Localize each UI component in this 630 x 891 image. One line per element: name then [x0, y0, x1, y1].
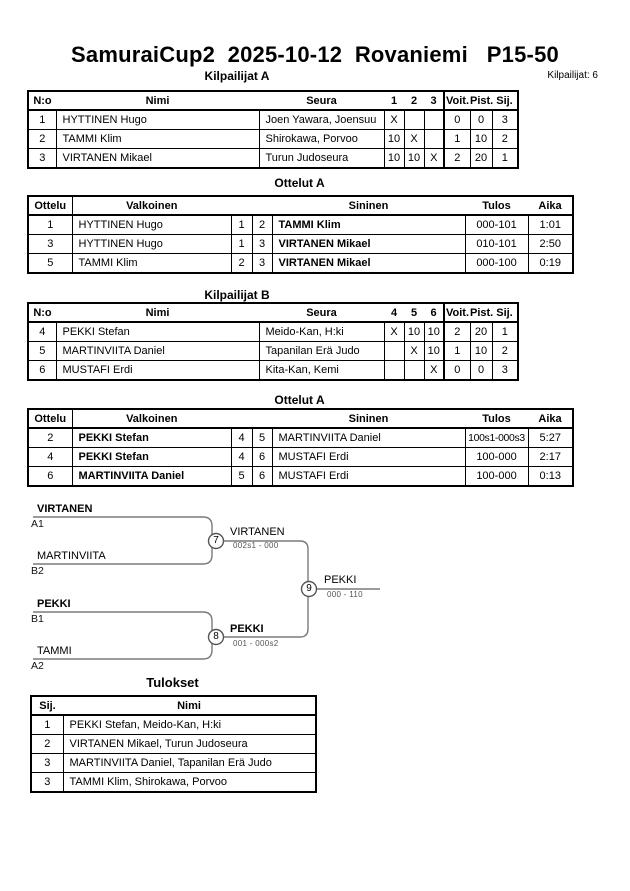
table-row [31, 735, 316, 754]
bracket-lines [25, 495, 390, 680]
col-header-spacer1 [231, 409, 252, 428]
ottelut-b-table [27, 408, 574, 487]
table-row [28, 322, 518, 342]
cell-pist: 10 [470, 130, 492, 149]
cell-valkoinen: HYTTINEN Hugo [72, 235, 231, 254]
kilpailijat-a-table [27, 90, 519, 169]
table-row [28, 361, 518, 381]
cell-score-2: 10 [404, 149, 424, 169]
cell-voit: 2 [444, 322, 470, 342]
cell-sininen: TAMMI Klim [272, 215, 465, 235]
table-row [28, 215, 573, 235]
section-title-tulokset: Tulokset [146, 675, 199, 690]
cell-score-6: 10 [424, 322, 444, 342]
table-row [28, 110, 518, 130]
cell-sij: 1 [492, 322, 518, 342]
cell-nimi: MARTINVIITA Daniel [56, 342, 259, 361]
cell-seura: Kita-Kan, Kemi [259, 361, 384, 381]
bracket-seed-name: PEKKI [37, 598, 71, 610]
cell-voit: 1 [444, 130, 470, 149]
cell-score-3: X [424, 149, 444, 169]
col-header-sij: Sij. [492, 91, 518, 110]
cell-voit: 0 [444, 110, 470, 130]
cell-no: 5 [28, 342, 56, 361]
ottelut-a-table [27, 195, 574, 274]
bracket-seed-tag: B1 [31, 613, 44, 625]
cell-valkoinen: HYTTINEN Hugo [72, 215, 231, 235]
cell-nimi: HYTTINEN Hugo [56, 110, 259, 130]
bracket-seed-tag: B2 [31, 565, 44, 577]
col-header-tulos: Tulos [465, 409, 528, 428]
cell-sij: 3 [31, 773, 63, 793]
cell-aika: 2:17 [528, 448, 573, 467]
cell-score-4: X [384, 322, 404, 342]
section-title-kilpailijat-b: Kilpailijat B [204, 288, 270, 302]
match-7-score: 002s1 - 000 [233, 541, 279, 550]
match-8-number: 8 [213, 631, 219, 642]
cell-blue-no: 3 [252, 235, 272, 254]
cell-seura: Tapanilan Erä Judo [259, 342, 384, 361]
cell-tulos: 100-000 [465, 448, 528, 467]
cell-white-no: 1 [231, 215, 252, 235]
col-header-aika: Aika [528, 409, 573, 428]
table-row [28, 467, 573, 487]
cell-voit: 0 [444, 361, 470, 381]
header-row [28, 91, 518, 110]
section-title-ottelut-b: Ottelut A [274, 393, 325, 407]
cell-valkoinen: PEKKI Stefan [72, 428, 231, 448]
cell-voit: 1 [444, 342, 470, 361]
kilpailijat-b-table [27, 302, 519, 381]
cell-seura: Turun Judoseura [259, 149, 384, 169]
match-7-number: 7 [213, 535, 219, 546]
cell-voit: 2 [444, 149, 470, 169]
col-header-sij: Sij. [31, 696, 63, 715]
cell-nimi: VIRTANEN Mikael, Turun Judoseura [63, 735, 316, 754]
cell-nimi: MARTINVIITA Daniel, Tapanilan Erä Judo [63, 754, 316, 773]
cell-sij: 3 [492, 361, 518, 381]
cell-aika: 1:01 [528, 215, 573, 235]
cell-aika: 5:27 [528, 428, 573, 448]
cell-sij: 2 [492, 130, 518, 149]
competitors-count: Kilpailijat: 6 [547, 70, 598, 81]
cell-no: 6 [28, 361, 56, 381]
cell-sij: 1 [492, 149, 518, 169]
medal-bracket [25, 495, 390, 680]
col-header-voit: Voit. [444, 91, 470, 110]
table-row [28, 149, 518, 169]
cell-blue-no: 3 [252, 254, 272, 274]
cell-score-5 [404, 361, 424, 381]
table-row [31, 754, 316, 773]
cell-pist: 10 [470, 342, 492, 361]
cell-ottelu: 5 [28, 254, 72, 274]
col-header-sininen: Sininen [272, 196, 465, 215]
col-header-seura: Seura [259, 303, 384, 322]
col-header-nimi: Nimi [63, 696, 316, 715]
cell-white-no: 1 [231, 235, 252, 254]
col-header-no: N:o [28, 303, 56, 322]
header-row [31, 696, 316, 715]
cell-valkoinen: TAMMI Klim [72, 254, 231, 274]
cell-nimi: PEKKI Stefan, Meido-Kan, H:ki [63, 715, 316, 735]
cell-no: 2 [28, 130, 56, 149]
cell-aika: 2:50 [528, 235, 573, 254]
cell-sininen: MUSTAFI Erdi [272, 448, 465, 467]
cell-nimi: MUSTAFI Erdi [56, 361, 259, 381]
cell-ottelu: 4 [28, 448, 72, 467]
bracket-seed-tag: A1 [31, 518, 44, 530]
cell-sininen: VIRTANEN Mikael [272, 235, 465, 254]
col-header-3: 3 [424, 91, 444, 110]
col-header-ottelu: Ottelu [28, 409, 72, 428]
cell-score-6: 10 [424, 342, 444, 361]
table-row [28, 235, 573, 254]
col-header-no: N:o [28, 91, 56, 110]
cell-ottelu: 2 [28, 428, 72, 448]
table-row [28, 342, 518, 361]
cell-white-no: 4 [231, 428, 252, 448]
col-header-aika: Aika [528, 196, 573, 215]
cell-aika: 0:19 [528, 254, 573, 274]
cell-seura: Meido-Kan, H:ki [259, 322, 384, 342]
cell-no: 4 [28, 322, 56, 342]
col-header-6: 6 [424, 303, 444, 322]
cell-ottelu: 3 [28, 235, 72, 254]
cell-pist: 0 [470, 110, 492, 130]
cell-seura: Joen Yawara, Joensuu [259, 110, 384, 130]
table-row [28, 254, 573, 274]
cell-score-4 [384, 361, 404, 381]
col-header-spacer1 [231, 196, 252, 215]
cell-blue-no: 6 [252, 448, 272, 467]
match-7-winner: VIRTANEN [230, 526, 285, 538]
section-title-ottelut-a: Ottelut A [274, 176, 325, 190]
cell-nimi: PEKKI Stefan [56, 322, 259, 342]
col-header-sininen: Sininen [272, 409, 465, 428]
col-header-tulos: Tulos [465, 196, 528, 215]
col-header-spacer2 [252, 196, 272, 215]
cell-score-1: 10 [384, 130, 404, 149]
bracket-seed-name: VIRTANEN [37, 503, 93, 515]
bracket-seed-tag: A2 [31, 660, 44, 672]
match-9-winner: PEKKI [324, 574, 357, 586]
cell-tulos: 100-000 [465, 467, 528, 487]
cell-sininen: VIRTANEN Mikael [272, 254, 465, 274]
cell-blue-no: 2 [252, 215, 272, 235]
cell-nimi: VIRTANEN Mikael [56, 149, 259, 169]
header-row [28, 303, 518, 322]
cell-score-4 [384, 342, 404, 361]
col-header-pist: Pist. [470, 303, 492, 322]
col-header-sij: Sij. [492, 303, 518, 322]
match-9-number: 9 [306, 583, 312, 594]
cell-score-1: 10 [384, 149, 404, 169]
cell-sij: 2 [31, 735, 63, 754]
col-header-pist: Pist. [470, 91, 492, 110]
col-header-nimi: Nimi [56, 303, 259, 322]
table-row [28, 130, 518, 149]
cell-blue-no: 5 [252, 428, 272, 448]
table-row [31, 715, 316, 735]
cell-score-2: X [404, 130, 424, 149]
match-8-score: 001 - 000s2 [233, 639, 279, 648]
cell-score-6: X [424, 361, 444, 381]
table-row [28, 428, 573, 448]
col-header-ottelu: Ottelu [28, 196, 72, 215]
cell-white-no: 2 [231, 254, 252, 274]
section-title-kilpailijat-a: Kilpailijat A [204, 69, 270, 83]
cell-pist: 20 [470, 322, 492, 342]
table-row [31, 773, 316, 793]
cell-white-no: 5 [231, 467, 252, 487]
cell-score-5: 10 [404, 322, 424, 342]
cell-seura: Shirokawa, Porvoo [259, 130, 384, 149]
col-header-valkoinen: Valkoinen [72, 196, 231, 215]
bracket-seed-name: TAMMI [37, 645, 72, 657]
col-header-voit: Voit. [444, 303, 470, 322]
cell-aika: 0:13 [528, 467, 573, 487]
cell-pist: 20 [470, 149, 492, 169]
cell-sij: 2 [492, 342, 518, 361]
cell-score-1: X [384, 110, 404, 130]
col-header-5: 5 [404, 303, 424, 322]
cell-no: 3 [28, 149, 56, 169]
header-row [28, 409, 573, 428]
cell-sij: 1 [31, 715, 63, 735]
table-row [28, 448, 573, 467]
bracket-seed-name: MARTINVIITA [37, 550, 106, 562]
match-9-score: 000 - 110 [327, 590, 363, 599]
cell-sij: 3 [31, 754, 63, 773]
cell-valkoinen: MARTINVIITA Daniel [72, 467, 231, 487]
cell-white-no: 4 [231, 448, 252, 467]
cell-score-2 [404, 110, 424, 130]
cell-tulos: 100s1-000s3 [465, 428, 528, 448]
col-header-2: 2 [404, 91, 424, 110]
cell-nimi: TAMMI Klim [56, 130, 259, 149]
cell-sininen: MARTINVIITA Daniel [272, 428, 465, 448]
col-header-valkoinen: Valkoinen [72, 409, 231, 428]
match-8-winner: PEKKI [230, 623, 264, 635]
cell-sij: 3 [492, 110, 518, 130]
cell-tulos: 000-101 [465, 215, 528, 235]
cell-nimi: TAMMI Klim, Shirokawa, Porvoo [63, 773, 316, 793]
cell-ottelu: 1 [28, 215, 72, 235]
col-header-4: 4 [384, 303, 404, 322]
cell-score-5: X [404, 342, 424, 361]
cell-sininen: MUSTAFI Erdi [272, 467, 465, 487]
cell-blue-no: 6 [252, 467, 272, 487]
cell-score-3 [424, 130, 444, 149]
cell-valkoinen: PEKKI Stefan [72, 448, 231, 467]
cell-ottelu: 6 [28, 467, 72, 487]
col-header-1: 1 [384, 91, 404, 110]
cell-pist: 0 [470, 361, 492, 381]
page-title: SamuraiCup2 2025-10-12 Rovaniemi P15-50 [71, 42, 559, 67]
col-header-spacer2 [252, 409, 272, 428]
cell-tulos: 000-100 [465, 254, 528, 274]
col-header-seura: Seura [259, 91, 384, 110]
cell-tulos: 010-101 [465, 235, 528, 254]
cell-score-3 [424, 110, 444, 130]
cell-no: 1 [28, 110, 56, 130]
tulokset-table [30, 695, 317, 793]
header-row [28, 196, 573, 215]
col-header-nimi: Nimi [56, 91, 259, 110]
